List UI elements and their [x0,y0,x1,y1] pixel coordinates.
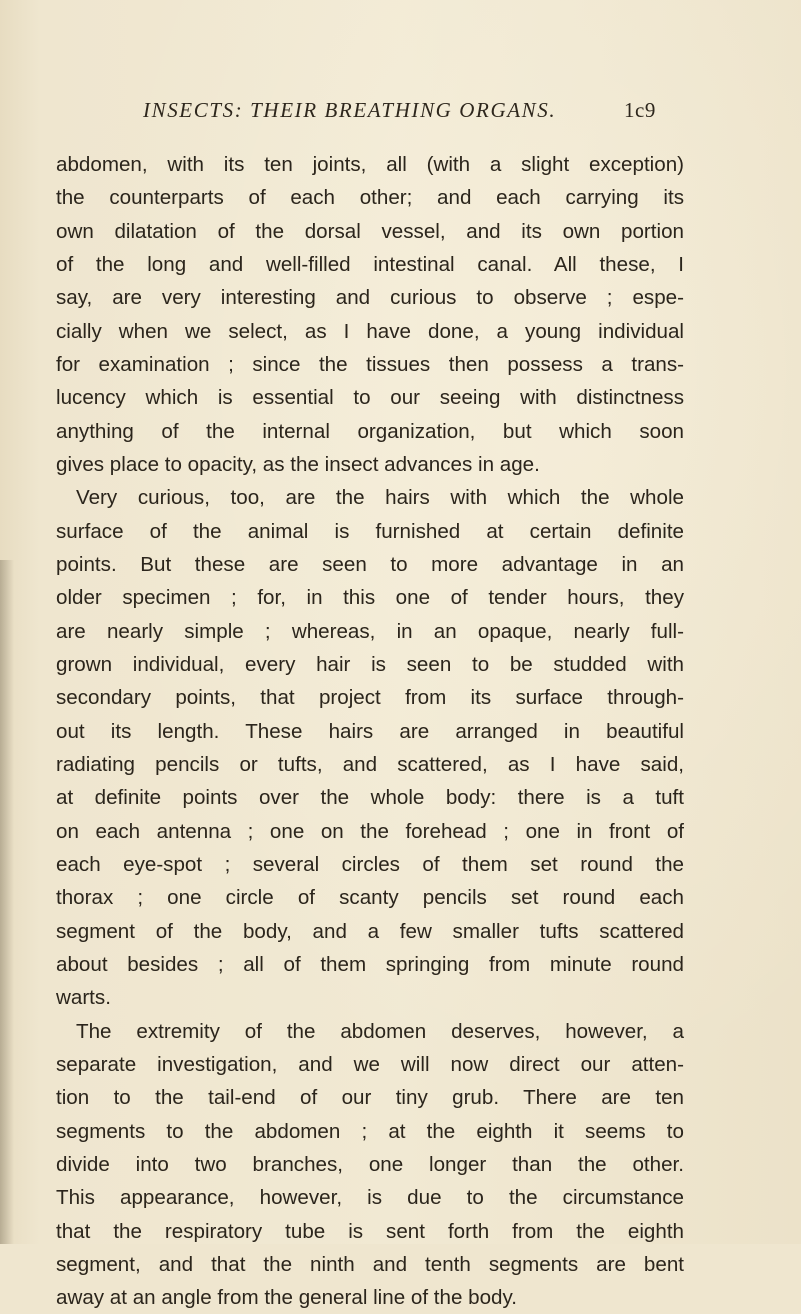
text-line: divide into two branches, one longer than the other. [56,1152,684,1176]
text-line: abdomen, with its ten joints, all (with a slight exception) [56,153,684,176]
text-line: about besides ; all of them springing from minute round [56,952,684,976]
binding-shadow [0,560,14,1244]
text-line: tion to the tail-end of our tiny grub. There are ten [56,1086,684,1110]
text-line: of the long and well-filled intestinal canal. All these, I [56,252,684,276]
paragraph-start-line: The extremity of the abdomen deserves, however, a [76,1019,684,1043]
text-line: secondary points, that project from its surface through- [56,686,684,710]
page-number: 1c9 [624,98,656,122]
text-line: each eye-spot ; several circles of them set round the [56,852,684,876]
text-line: are nearly simple ; whereas, in an opaque, nearly full- [56,619,684,643]
text-line: thorax ; one circle of scanty pencils set round each [56,886,684,910]
text-line: the counterparts of each other; and each carrying its [56,186,684,210]
text-line: grown individual, every hair is seen to be studded with [56,652,684,676]
text-line: radiating pencils or tufts, and scattered, as I have said, [56,752,684,776]
text-line: gives place to opacity, as the insect advances in age. [56,452,540,476]
text-line: separate investigation, and we will now direct our atten- [56,1052,684,1076]
text-line: anything of the internal organization, but which soon [56,419,684,443]
text-line: say, are very interesting and curious to observe ; espe- [56,286,684,310]
text-line: for examination ; since the tissues then possess a trans- [56,352,684,376]
text-line: segment of the body, and a few smaller tufts scattered [56,919,684,943]
text-line: segment, and that the ninth and tenth segments are bent [56,1252,684,1276]
text-line: surface of the animal is furnished at certain definite [56,519,684,543]
text-line: cially when we select, as I have done, a young individual [56,319,684,343]
text-line: on each antenna ; one on the forehead ; one in front of [56,819,684,843]
text-line: own dilatation of the dorsal vessel, and its own portion [56,219,684,243]
text-line: that the respiratory tube is sent forth from the eighth [56,1219,684,1243]
text-line: older specimen ; for, in this one of tender hours, they [56,586,684,610]
text-line: away at an angle from the general line of the body. [56,1286,517,1310]
text-line: This appearance, however, is due to the circumstance [56,1186,684,1210]
text-line: at definite points over the whole body: there is a tuft [56,786,684,810]
text-line: warts. [56,986,111,1010]
paragraph-start-line: Very curious, too, are the hairs with which the whole [76,486,684,510]
text-line: points. But these are seen to more advantage in an [56,552,684,576]
body-text [56,148,684,1314]
text-line: segments to the abdomen ; at the eighth it seems to [56,1119,684,1143]
text-line: lucency which is essential to our seeing with distinctness [56,386,684,410]
text-line: out its length. These hairs are arranged in beautiful [56,719,684,743]
running-head: INSECTS: THEIR BREATHING ORGANS. [143,98,557,122]
